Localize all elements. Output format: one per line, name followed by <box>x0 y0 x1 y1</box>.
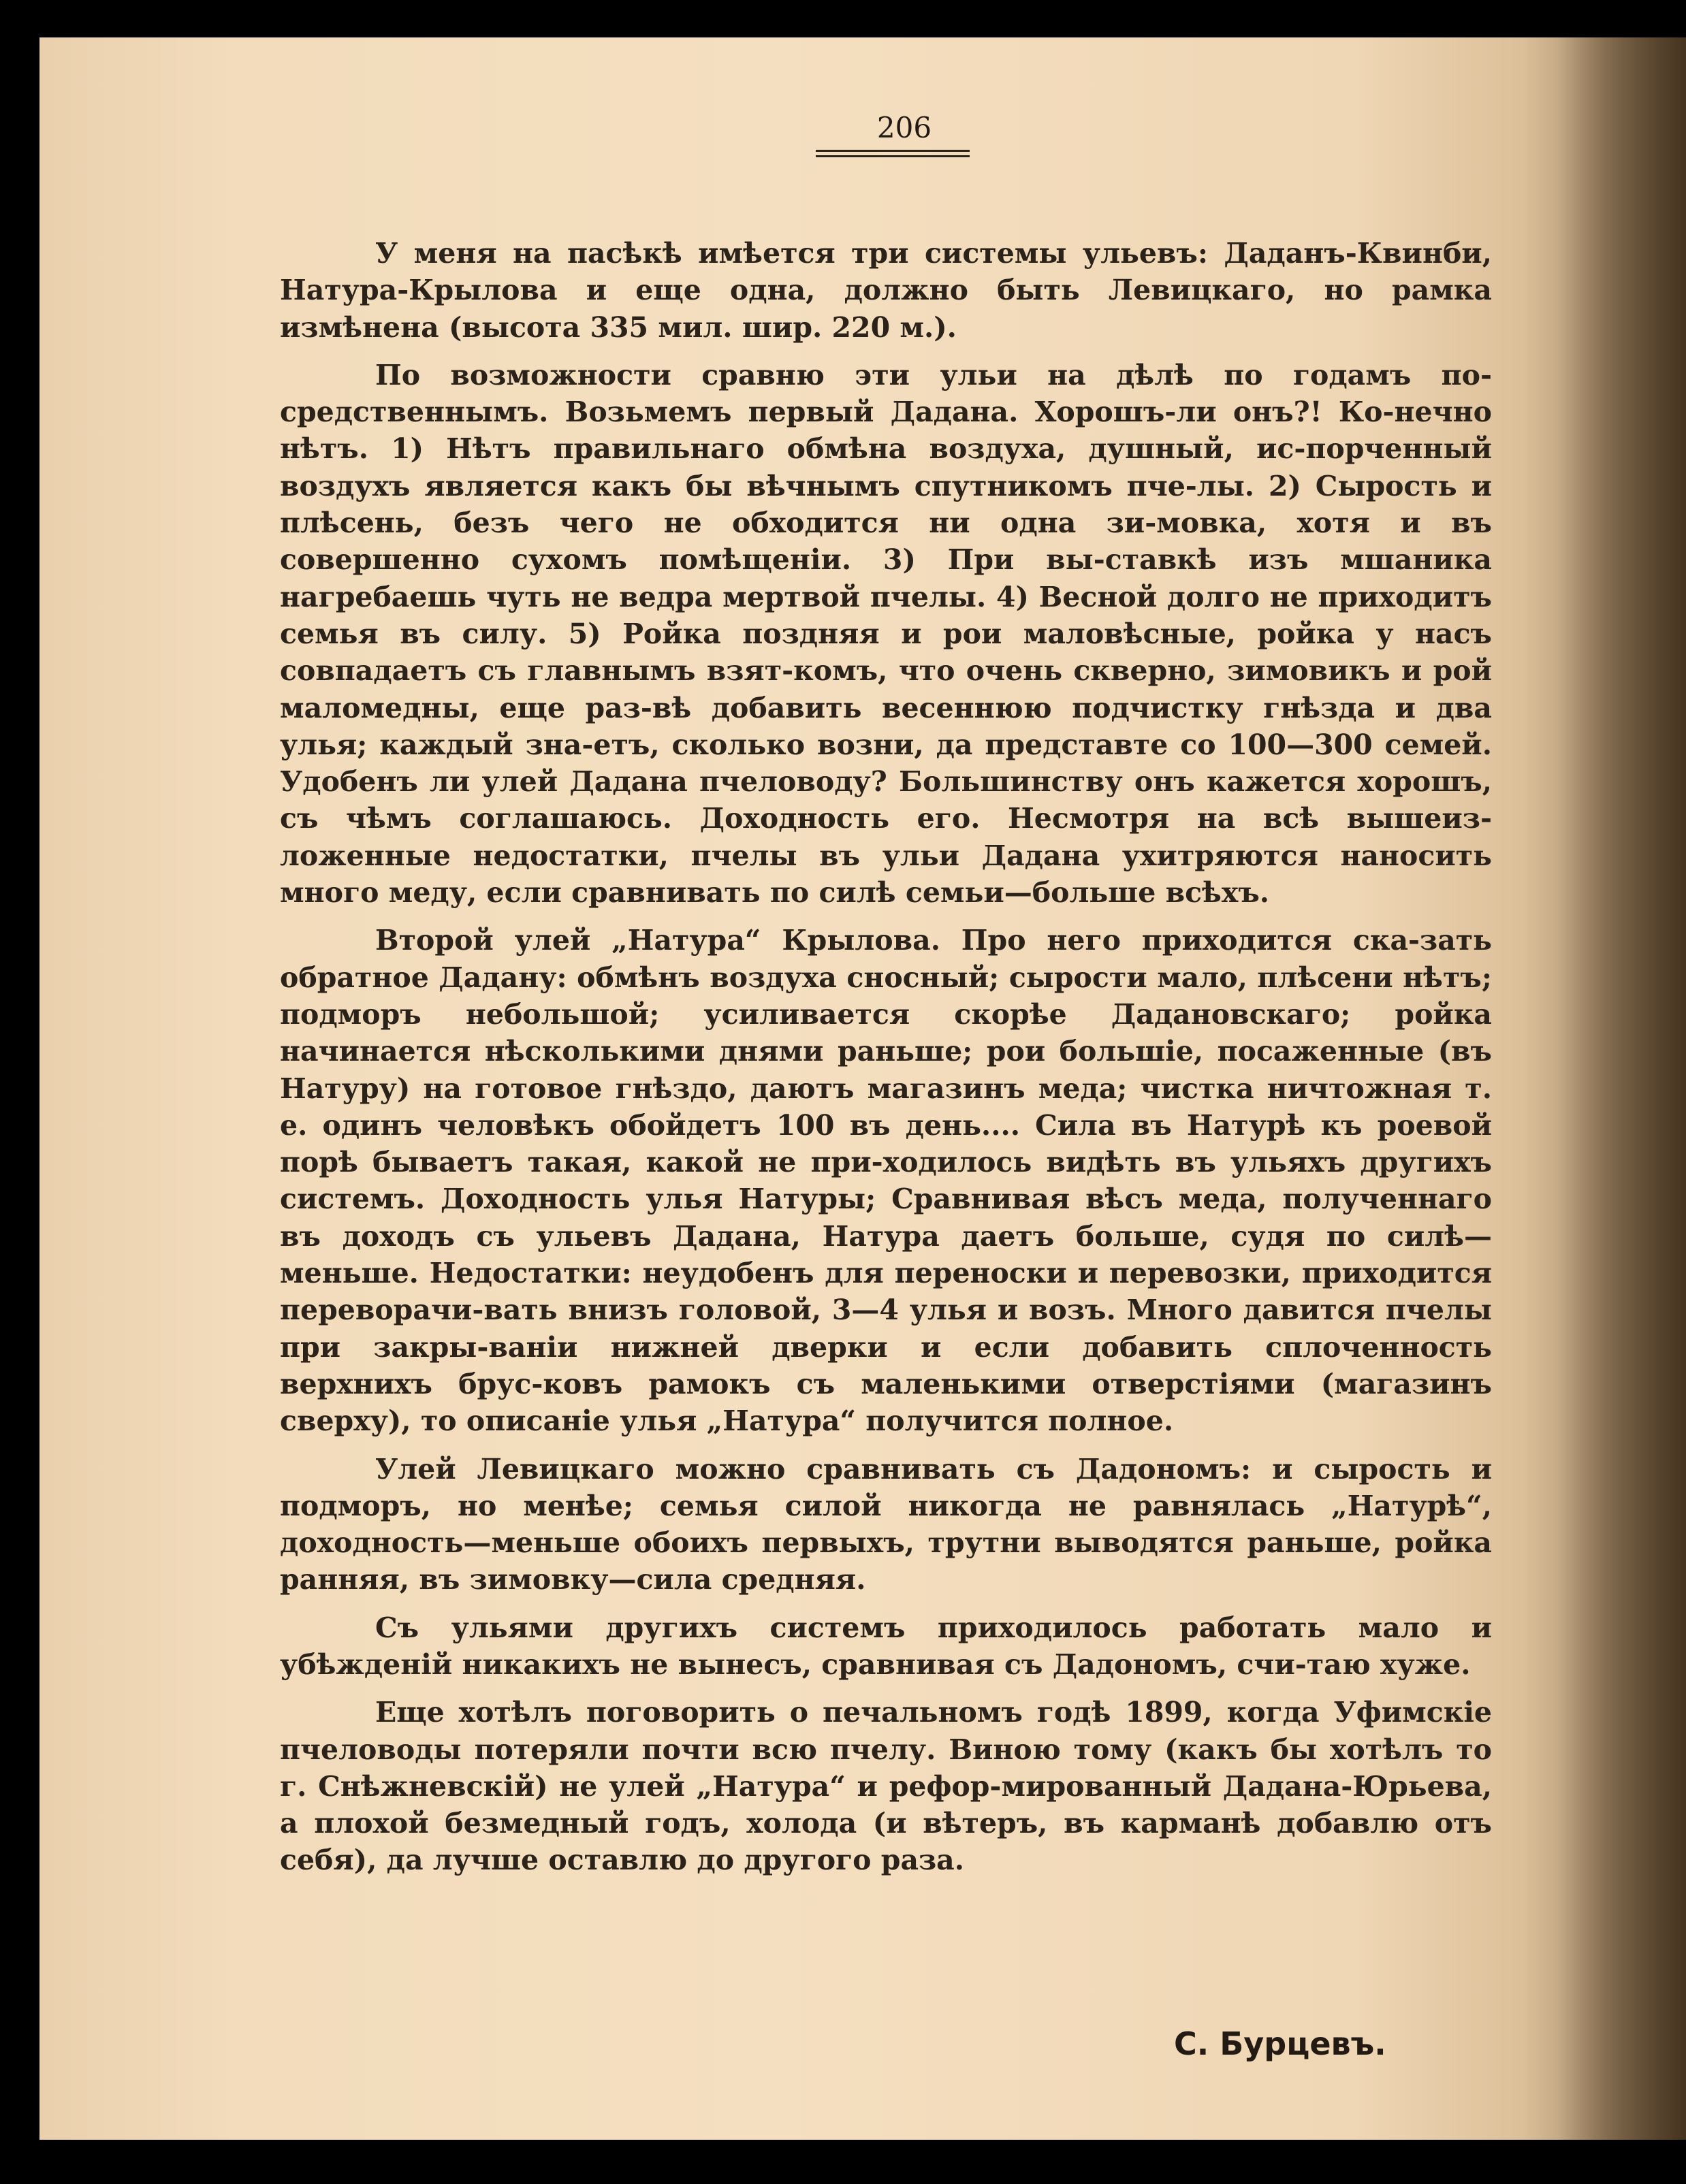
body-text <box>280 235 1492 1890</box>
page-gutter-shadow <box>1558 37 1686 2140</box>
paragraph-hive-systems: У меня на пасѣкѣ имѣется три системы ульевъ: Даданъ-Квинби, Натура-Крылова и еще одна, должно быть Левицкаго, но рамка измѣнена (высота 335 мил. шир. 220 м.). <box>280 237 1492 344</box>
page-number-rule-bottom <box>816 155 970 157</box>
page-number: 206 <box>876 111 932 144</box>
paragraph-natura-hive: Второй улей „Натура“ Крылова. Про него приходится ска-зать обратное Дадану: обмѣнъ воздуха сносный; сырости мало, плѣсени нѣтъ; подморъ небольшой; усиливается скорѣе Дадановскаго; ройка начинается нѣсколькими днями раньше; рои большіе, посаженные (въ Натуру) на готовое гнѣздо, даютъ магазинъ меда; чистка ничтожная т. е. одинъ человѣкъ обойдетъ 100 въ день.... Сила въ Натурѣ къ роевой порѣ бываетъ такая, какой не при-ходилось видѣть въ ульяхъ другихъ системъ. Доходность улья Натуры; Сравнивая вѣсъ меда, полученнаго въ доходъ съ ульевъ Дадана, Натура даетъ больше, судя по силѣ—меньше. Недостатки: неудобенъ для переноски и перевозки, приходится переворачи-вать внизъ головой, 3—4 улья и возъ. Много давится пчелы при закры-ваніи нижней дверки и если добавить сплоченность верхнихъ брус-ковъ рамокъ съ маленькими отверстіями (магазинъ сверху), то описаніе улья „Натура“ получится полное. <box>280 924 1492 1438</box>
paragraph-levitsky-hive: Улей Левицкаго можно сравнивать съ Дадономъ: и сырость и подморъ, но менѣе; семья силой никогда не равнялась „Натурѣ“, доходность—меньше обоихъ первыхъ, трутни выводятся раньше, ройка ранняя, въ зимовку—сила средняя. <box>280 1452 1492 1596</box>
scanned-page <box>39 37 1686 2140</box>
paragraph-other-hives: Съ ульями другихъ системъ приходилось работать мало и убѣжденій никакихъ не вынесъ, сравнивая съ Дадономъ, счи-таю хуже. <box>280 1611 1492 1681</box>
paragraph-year-1899: Еще хотѣлъ поговорить о печальномъ годѣ 1899, когда Уфимскіе пчеловоды потеряли почти всю пчелу. Виною тому (какъ бы хотѣлъ то г. Снѣжневскій) не улей „Натура“ и рефор-мированный Дадана-Юрьева, а плохой безмедный годъ, холода (и вѣтеръ, въ карманѣ добавлю отъ себя), да лучше оставлю до другого раза. <box>280 1696 1492 1877</box>
paragraph-dadan-hive: По возможности сравню эти ульи на дѣлѣ по годамъ по-средственнымъ. Возьмемъ первый Дадана. Хорошъ-ли онъ?! Ко-нечно нѣтъ. 1) Нѣтъ правильнаго обмѣна воздуха, душный, ис-порченный воздухъ является какъ бы вѣчнымъ спутникомъ пче-лы. 2) Сырость и плѣсень, безъ чего не обходится ни одна зи-мовка, хотя и въ совершенно сухомъ помѣщеніи. 3) При вы-ставкѣ изъ мшаника нагребаешь чуть не ведра мертвой пчелы. 4) Весной долго не приходитъ семья въ силу. 5) Ройка поздняя и рои маловѣсные, ройка у насъ совпадаетъ съ главнымъ взят-комъ, что очень скверно, зимовикъ и рой маломедны, еще раз-вѣ добавить весеннюю подчистку гнѣзда и два улья; каждый зна-етъ, сколько возни, да представте со 100—300 семей. Удобенъ ли улей Дадана пчеловоду? Большинству онъ кажется хорошъ, съ чѣмъ соглашаюсь. Доходность его. Несмотря на всѣ вышеиз-ложенные недостатки, пчелы въ ульи Дадана ухитряются наносить много меду, если сравнивать по силѣ семьи—больше всѣхъ. <box>280 358 1492 910</box>
author-signature: С. Бурцевъ. <box>1174 2025 1386 2062</box>
page-number-rule-top <box>816 150 970 152</box>
